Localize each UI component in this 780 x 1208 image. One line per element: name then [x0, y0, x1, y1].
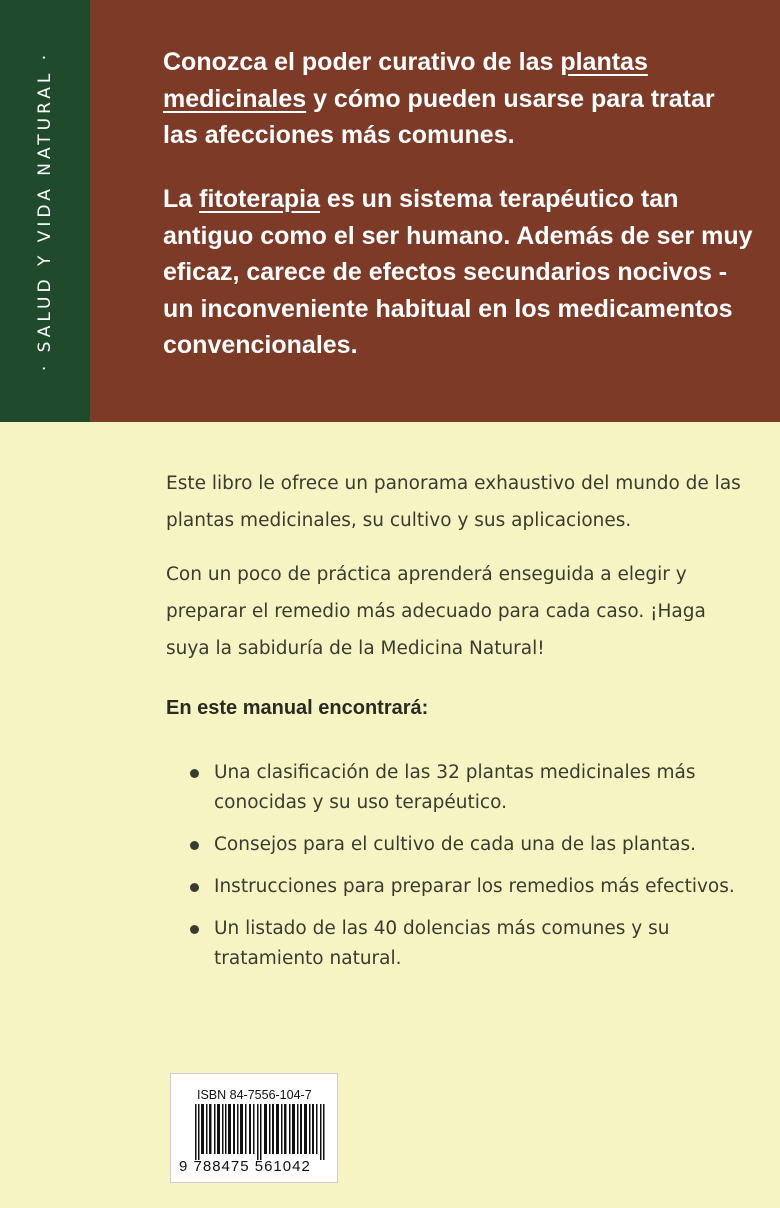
- bullet-icon: [190, 925, 199, 934]
- isbn-label: ISBN 84-7556-104-7: [197, 1088, 312, 1102]
- plantas-medicinales-link: plantas medicinales: [163, 48, 648, 113]
- list-item: [190, 830, 750, 860]
- list-heading: En este manual encontrará:: [166, 697, 429, 719]
- bullet-icon: [190, 883, 199, 892]
- top-panel: [90, 0, 780, 422]
- barcode-digits: 9 788475 561042: [179, 1158, 311, 1175]
- fitoterapia-link: fitoterapia: [199, 185, 320, 213]
- intro-text-a: Conozca el poder curativo de las: [163, 48, 561, 76]
- body-paragraph-2: Con un poco de práctica aprenderá enseguida a elegir y preparar el remedio más adecuado para cada caso. ¡Haga suya la sabiduría de la Medicina Natural!: [166, 564, 706, 659]
- intro-text-b: y cómo pueden usarse para tratar las afecciones más comunes.: [163, 84, 715, 149]
- fito-text-b: es un sistema terapéutico tan antiguo como el ser humano. Además de ser muy eficaz, carece de efectos secundarios nocivos -un inconveniente habitual en los medicamentos convencionales.: [163, 185, 753, 359]
- isbn-barcode-box: [170, 1073, 338, 1183]
- list-item: [190, 914, 750, 974]
- barcode-icon: [195, 1104, 327, 1160]
- body-paragraph-1: Este libro le ofrece un panorama exhaustivo del mundo de las plantas medicinales, su cultivo y sus aplicaciones.: [166, 473, 741, 531]
- list-item: [190, 872, 750, 902]
- list-item-text: Una clasificación de las 32 plantas medicinales más conocidas y su uso terapéutico.: [214, 762, 696, 813]
- bullet-icon: [190, 769, 199, 778]
- fitoterapia-paragraph: [163, 181, 753, 364]
- bullet-icon: [190, 841, 199, 850]
- spine-band: [0, 0, 90, 422]
- feature-list: [190, 758, 750, 986]
- intro-paragraph: [163, 44, 753, 154]
- fito-text-a: La: [163, 185, 200, 213]
- list-item: [190, 758, 750, 818]
- series-title: · SALUD Y VIDA NATURAL ·: [35, 50, 55, 372]
- list-item-text: Consejos para el cultivo de cada una de las plantas.: [214, 834, 697, 855]
- list-item-text: Un listado de las 40 dolencias más comunes y su tratamiento natural.: [214, 918, 670, 969]
- list-item-text: Instrucciones para preparar los remedios más efectivos.: [214, 876, 735, 897]
